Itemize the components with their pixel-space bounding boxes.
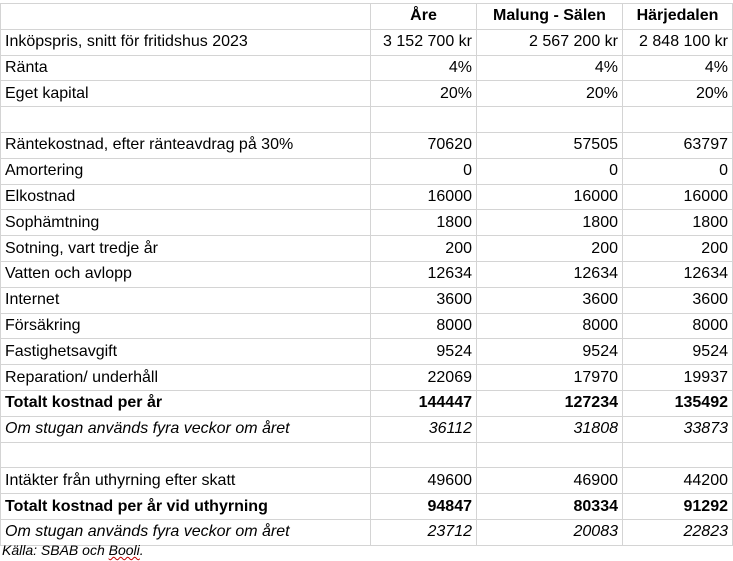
source-prefix: Källa: SBAB och bbox=[2, 542, 109, 558]
cell-harjedalen bbox=[623, 442, 733, 468]
cell-are: 23712 bbox=[371, 519, 477, 545]
row-label: Elkostnad bbox=[1, 184, 371, 210]
header-label bbox=[1, 4, 371, 30]
row-label: Internet bbox=[1, 287, 371, 313]
table-row bbox=[1, 468, 733, 494]
row-label: Om stugan används fyra veckor om året bbox=[1, 519, 371, 545]
table-row bbox=[1, 29, 733, 55]
cell-harjedalen bbox=[623, 107, 733, 133]
table-row bbox=[1, 236, 733, 262]
cell-malung-salen: 80334 bbox=[477, 494, 623, 520]
header-harjedalen: Härjedalen bbox=[623, 4, 733, 30]
row-label: Sotning, vart tredje år bbox=[1, 236, 371, 262]
cell-are: 4% bbox=[371, 55, 477, 81]
cost-table bbox=[0, 3, 733, 546]
cell-are: 49600 bbox=[371, 468, 477, 494]
cell-harjedalen: 12634 bbox=[623, 261, 733, 287]
cell-harjedalen: 200 bbox=[623, 236, 733, 262]
cell-malung-salen: 127234 bbox=[477, 390, 623, 416]
cell-are: 8000 bbox=[371, 313, 477, 339]
cell-are: 20% bbox=[371, 81, 477, 107]
source-suffix: . bbox=[139, 542, 144, 558]
cell-are: 22069 bbox=[371, 365, 477, 391]
row-label: Försäkring bbox=[1, 313, 371, 339]
cell-malung-salen: 3600 bbox=[477, 287, 623, 313]
cell-malung-salen: 31808 bbox=[477, 416, 623, 442]
cell-malung-salen bbox=[477, 442, 623, 468]
cell-harjedalen: 4% bbox=[623, 55, 733, 81]
cell-harjedalen: 63797 bbox=[623, 132, 733, 158]
cell-are: 200 bbox=[371, 236, 477, 262]
cell-are: 1800 bbox=[371, 210, 477, 236]
row-label: Eget kapital bbox=[1, 81, 371, 107]
row-label bbox=[1, 107, 371, 133]
header-malung-salen: Malung - Sälen bbox=[477, 4, 623, 30]
table-row bbox=[1, 184, 733, 210]
source-link: Booli bbox=[108, 542, 140, 558]
table-row bbox=[1, 494, 733, 520]
cell-are: 144447 bbox=[371, 390, 477, 416]
row-label bbox=[1, 442, 371, 468]
cell-are: 9524 bbox=[371, 339, 477, 365]
row-label: Om stugan används fyra veckor om året bbox=[1, 416, 371, 442]
table-row bbox=[1, 365, 733, 391]
cell-harjedalen: 3600 bbox=[623, 287, 733, 313]
cell-malung-salen: 46900 bbox=[477, 468, 623, 494]
row-label: Ränta bbox=[1, 55, 371, 81]
cell-harjedalen: 9524 bbox=[623, 339, 733, 365]
table-row bbox=[1, 287, 733, 313]
table-row bbox=[1, 158, 733, 184]
cell-malung-salen: 200 bbox=[477, 236, 623, 262]
row-label: Totalt kostnad per år bbox=[1, 390, 371, 416]
cell-are: 12634 bbox=[371, 261, 477, 287]
cell-malung-salen: 20% bbox=[477, 81, 623, 107]
row-label: Fastighetsavgift bbox=[1, 339, 371, 365]
cell-harjedalen: 22823 bbox=[623, 519, 733, 545]
cell-harjedalen: 135492 bbox=[623, 390, 733, 416]
row-label: Inköpspris, snitt för fritidshus 2023 bbox=[1, 29, 371, 55]
cell-are bbox=[371, 442, 477, 468]
cell-are: 16000 bbox=[371, 184, 477, 210]
source-note bbox=[2, 542, 144, 558]
header-are: Åre bbox=[371, 4, 477, 30]
cell-harjedalen: 2 848 100 kr bbox=[623, 29, 733, 55]
cell-malung-salen: 17970 bbox=[477, 365, 623, 391]
row-label: Reparation/ underhåll bbox=[1, 365, 371, 391]
table-row bbox=[1, 339, 733, 365]
row-label: Sophämtning bbox=[1, 210, 371, 236]
cell-malung-salen: 4% bbox=[477, 55, 623, 81]
cell-harjedalen: 44200 bbox=[623, 468, 733, 494]
table-row bbox=[1, 210, 733, 236]
table-row bbox=[1, 313, 733, 339]
cell-are: 3 152 700 kr bbox=[371, 29, 477, 55]
table-row bbox=[1, 132, 733, 158]
cell-harjedalen: 0 bbox=[623, 158, 733, 184]
row-label: Vatten och avlopp bbox=[1, 261, 371, 287]
cell-are: 70620 bbox=[371, 132, 477, 158]
table-body bbox=[1, 29, 733, 545]
cell-harjedalen: 91292 bbox=[623, 494, 733, 520]
row-label: Totalt kostnad per år vid uthyrning bbox=[1, 494, 371, 520]
table-row bbox=[1, 416, 733, 442]
cell-are: 36112 bbox=[371, 416, 477, 442]
table-row bbox=[1, 81, 733, 107]
cell-malung-salen: 20083 bbox=[477, 519, 623, 545]
cell-malung-salen: 1800 bbox=[477, 210, 623, 236]
cell-malung-salen: 16000 bbox=[477, 184, 623, 210]
row-label: Amortering bbox=[1, 158, 371, 184]
cell-harjedalen: 20% bbox=[623, 81, 733, 107]
header-row bbox=[1, 4, 733, 30]
cell-malung-salen: 8000 bbox=[477, 313, 623, 339]
cell-harjedalen: 1800 bbox=[623, 210, 733, 236]
cell-malung-salen: 12634 bbox=[477, 261, 623, 287]
table-row bbox=[1, 107, 733, 133]
cell-are: 0 bbox=[371, 158, 477, 184]
cell-harjedalen: 8000 bbox=[623, 313, 733, 339]
cell-malung-salen: 57505 bbox=[477, 132, 623, 158]
cell-harjedalen: 19937 bbox=[623, 365, 733, 391]
cell-harjedalen: 16000 bbox=[623, 184, 733, 210]
cell-are: 94847 bbox=[371, 494, 477, 520]
cell-malung-salen: 0 bbox=[477, 158, 623, 184]
cell-malung-salen: 2 567 200 kr bbox=[477, 29, 623, 55]
row-label: Intäkter från uthyrning efter skatt bbox=[1, 468, 371, 494]
table-row bbox=[1, 442, 733, 468]
cell-harjedalen: 33873 bbox=[623, 416, 733, 442]
table-row bbox=[1, 390, 733, 416]
table-row bbox=[1, 261, 733, 287]
cell-malung-salen bbox=[477, 107, 623, 133]
row-label: Räntekostnad, efter ränteavdrag på 30% bbox=[1, 132, 371, 158]
cell-are: 3600 bbox=[371, 287, 477, 313]
cell-malung-salen: 9524 bbox=[477, 339, 623, 365]
table-row bbox=[1, 55, 733, 81]
cell-are bbox=[371, 107, 477, 133]
